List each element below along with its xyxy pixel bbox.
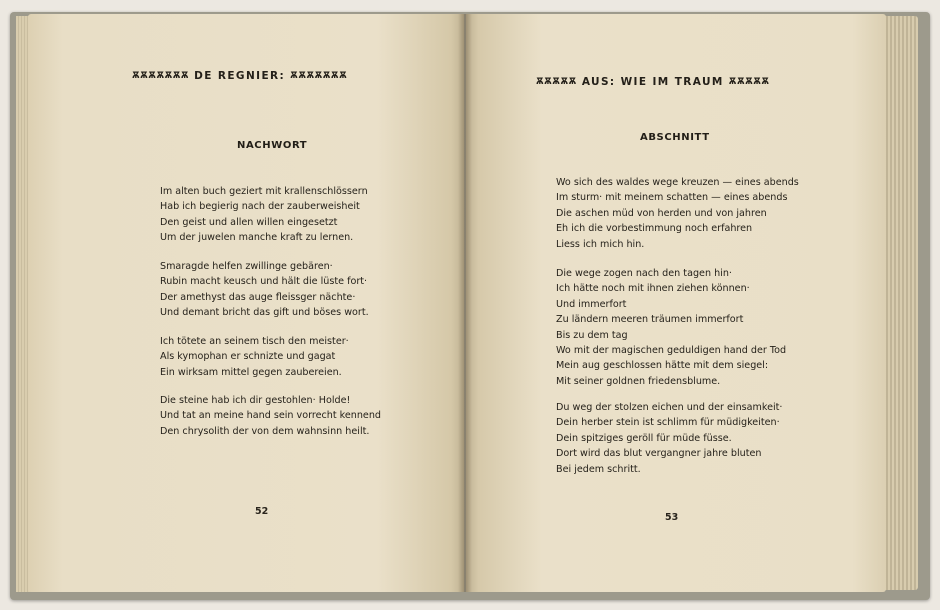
- stanza: [160, 334, 349, 380]
- verse-line: Die aschen müd von herden und von jahren: [556, 207, 767, 219]
- header-ornament-right: ѪѪѪѪѪ: [728, 77, 770, 87]
- stanza: [556, 400, 782, 477]
- book-gutter: [458, 14, 472, 592]
- verse-line: Zu ländern meeren träumen immerfort: [556, 314, 744, 326]
- poem-title: ABSCHNITT: [640, 132, 710, 143]
- right-page: [466, 14, 886, 592]
- verse-line: Smaragde helfen zwillinge gebären·: [160, 261, 333, 272]
- verse-line: Eh ich die vorbestimmung noch erfahren: [556, 223, 753, 235]
- verse-line: Im alten buch geziert mit krallenschlössern: [160, 186, 368, 197]
- verse-line: Ich tötete an seinem tisch den meister·: [160, 336, 349, 347]
- verse-line: Und immerfort: [556, 298, 627, 310]
- header-text: AUS: WIE IM TRAUM: [581, 76, 724, 88]
- verse-line: Die wege zogen nach den tagen hin·: [556, 268, 732, 279]
- verse-line: Und tat an meine hand sein vorrecht kennend: [160, 410, 381, 422]
- verse-line: Ein wirksam mittel gegen zaubereien.: [160, 366, 342, 378]
- running-header: [132, 70, 347, 82]
- verse-line: Den chrysolith der von dem wahnsinn heilt.: [160, 425, 370, 437]
- verse-line: Bis zu dem tag: [556, 329, 628, 341]
- verse-line: Liess ich mich hin.: [556, 238, 645, 250]
- header-ornament-left: ѪѪѪѪѪѪѪ: [132, 71, 190, 81]
- verse-line: Wo sich des waldes wege kreuzen — eines abends: [556, 177, 799, 188]
- verse-line: Dein herber stein ist schlimm für müdigkeiten·: [556, 417, 780, 429]
- verse-line: Wo mit der magischen geduldigen hand der Tod: [556, 345, 787, 357]
- stanza: [160, 184, 368, 246]
- verse-line: Rubin macht keusch und hält die lüste fort·: [160, 276, 368, 288]
- verse-line: Dort wird das blut vergangner jahre bluten: [556, 448, 762, 460]
- header-ornament-right: ѪѪѪѪѪѪѪ: [290, 71, 348, 81]
- verse-line: Bei jedem schritt.: [556, 463, 641, 475]
- left-page: [28, 14, 464, 592]
- verse-line: Und demant bricht das gift und böses wort.: [160, 307, 369, 319]
- page-number: 53: [665, 512, 679, 523]
- verse-line: Um der juwelen manche kraft zu lernen.: [160, 232, 354, 244]
- stanza: [556, 266, 786, 389]
- verse-line: Im sturm· mit meinem schatten — eines abends: [556, 192, 788, 204]
- running-header: [536, 76, 770, 88]
- verse-line: Als kymophan er schnizte und gagat: [160, 351, 336, 363]
- verse-line: Mein aug geschlossen hätte mit dem siegel:: [556, 360, 769, 372]
- stanza: [556, 175, 799, 252]
- verse-line: Der amethyst das auge fleissger nächte·: [160, 291, 356, 303]
- verse-line: Die steine hab ich dir gestohlen· Holde!: [160, 395, 351, 406]
- verse-line: Ich hätte noch mit ihnen ziehen können·: [556, 283, 750, 295]
- verse-line: Mit seiner goldnen friedensblume.: [556, 375, 721, 387]
- stanza: [160, 259, 369, 321]
- header-ornament-left: ѪѪѪѪѪ: [536, 77, 577, 87]
- verse-line: Hab ich begierig nach der zauberweisheit: [160, 201, 360, 213]
- verse-line: Den geist und allen willen eingesetzt: [160, 216, 338, 228]
- verse-line: Du weg der stolzen eichen und der einsamkeit·: [556, 402, 783, 413]
- poem-title: NACHWORT: [237, 140, 308, 151]
- stanza: [160, 393, 381, 439]
- verse-line: Dein spitziges geröll für müde füsse.: [556, 432, 732, 444]
- page-number: 52: [255, 506, 269, 517]
- header-text: DE REGNIER:: [194, 70, 286, 82]
